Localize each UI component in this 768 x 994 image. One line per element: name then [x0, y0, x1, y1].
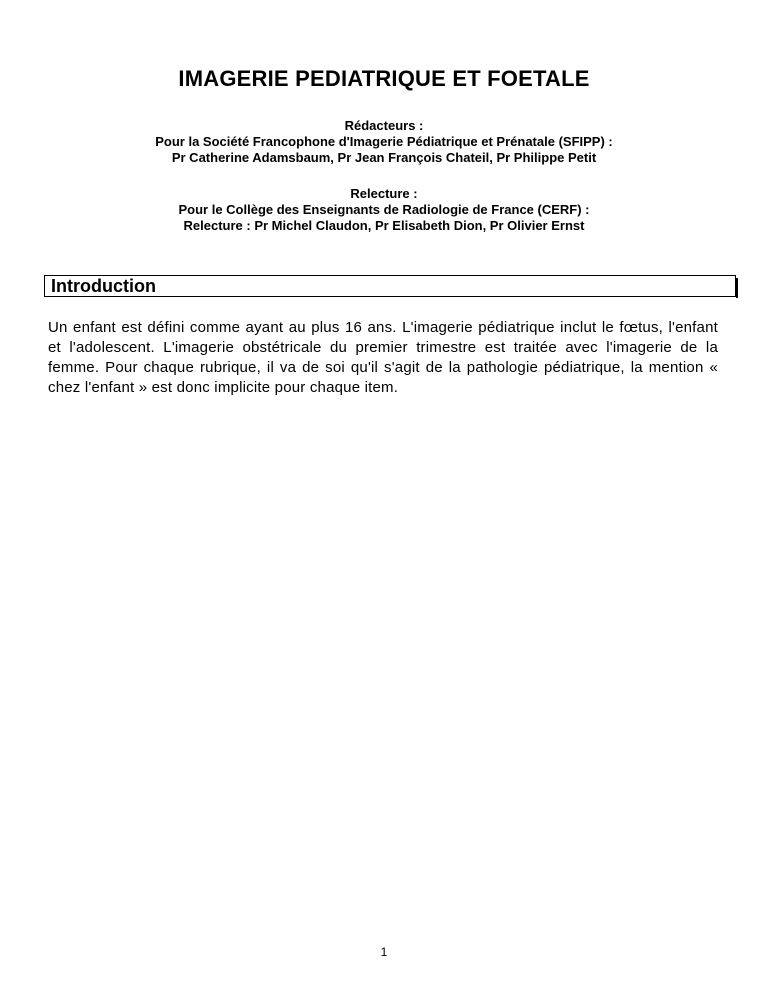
authors-organization: Pour la Société Francophone d'Imagerie Pédiatrique et Prénatale (SFIPP) :	[155, 134, 613, 149]
authors-block	[0, 118, 768, 166]
page-number: 1	[380, 945, 388, 959]
review-names: Relecture : Pr Michel Claudon, Pr Elisabeth Dion, Pr Olivier Ernst	[183, 218, 585, 233]
section-heading-box	[44, 275, 736, 297]
section-heading: Introduction	[51, 276, 156, 296]
review-block	[0, 186, 768, 234]
review-heading: Relecture :	[350, 186, 418, 201]
review-organization: Pour le Collège des Enseignants de Radiologie de France (CERF) :	[178, 202, 590, 217]
document-title: IMAGERIE PEDIATRIQUE ET FOETALE	[178, 66, 590, 91]
introduction-paragraph: Un enfant est défini comme ayant au plus 16 ans. L'imagerie pédiatrique inclut le fœtus, l'enfant et l'adolescent. L'imagerie obstétricale du premier trimestre est traitée avec l'imagerie de la femme. Pour chaque rubrique, il va de soi qu'il s'agit de la pathologie pédiatrique, la mention « chez l'enfant » est donc implicite pour chaque item.	[48, 319, 718, 396]
authors-names: Pr Catherine Adamsbaum, Pr Jean François Chateil, Pr Philippe Petit	[171, 150, 597, 165]
authors-heading: Rédacteurs :	[344, 118, 424, 133]
